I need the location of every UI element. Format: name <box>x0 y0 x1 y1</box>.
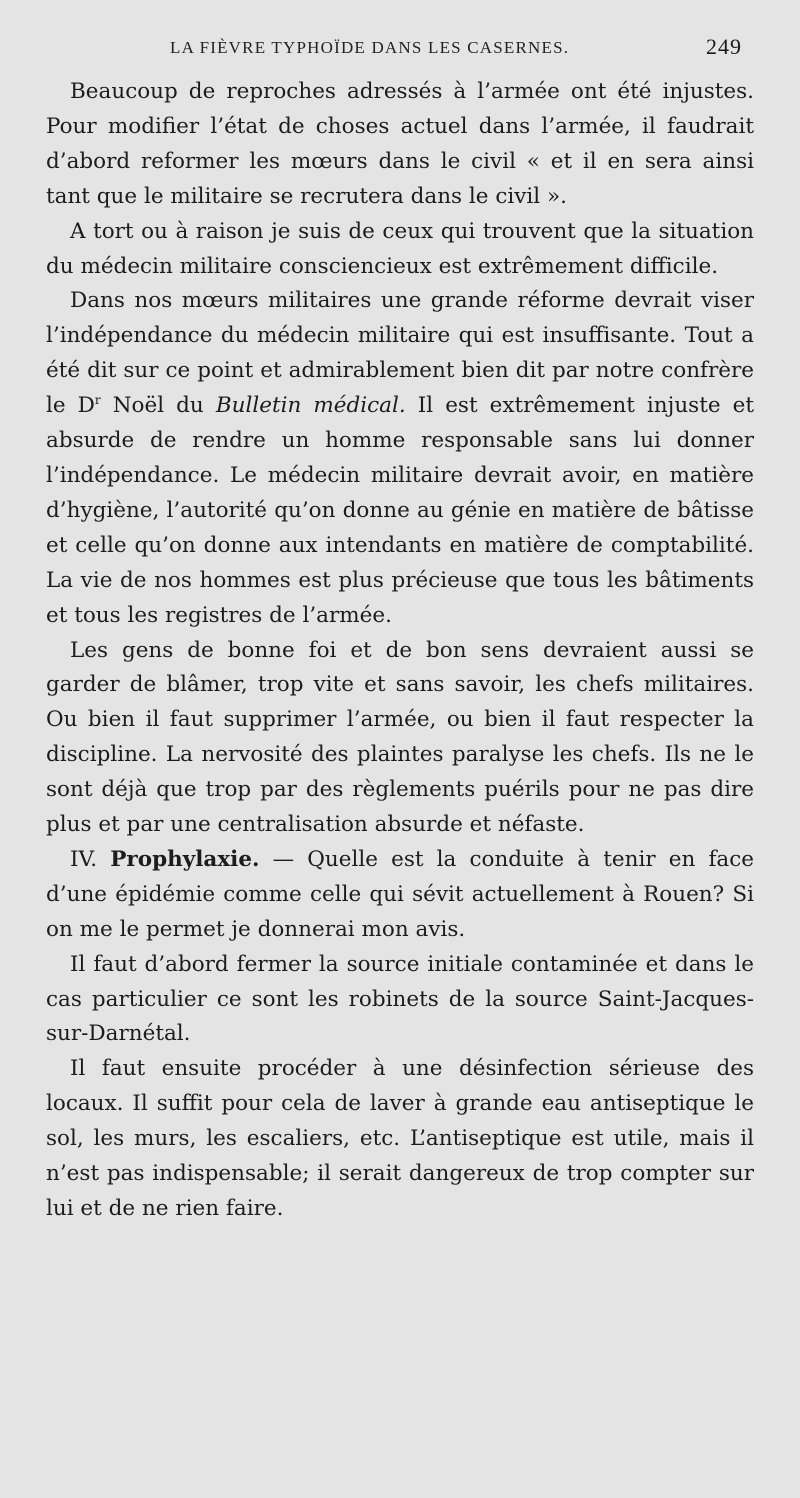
body-text <box>46 75 754 1227</box>
paragraph-3-text-c: Il est extrêmement injuste et absurde de rendre un homme responsable sans lui donner l’indépendance. Le médecin militaire devrait avoir, en matière d’hygiène, l’autorité qu’on donne au génie en matière de bâtisse et celle qu’on donne aux intendants en matière de comptabilité. La vie de nos hommes est plus précieuse que tous les bâtiments et tous les registres de l’armée. <box>46 393 754 628</box>
running-title: LA FIÈVRE TYPHOÏDE DANS LES CASERNES. <box>170 38 570 57</box>
paragraph-3-text-b: Noël du <box>100 393 216 419</box>
paragraph-6-text: Il faut d’abord fermer la source initiale contaminée et dans le cas particulier ce sont les robinets de la source Saint-Jacques-sur-Darnétal. <box>46 951 754 1047</box>
paragraph-4 <box>46 634 754 843</box>
paragraph-5-text: — Quelle est la conduite à tenir en face d’une épidémie comme celle qui sévit actuellement à Rouen? Si on me le permet je donnerai mon avis. <box>46 846 755 942</box>
running-header <box>0 34 800 66</box>
section-number: IV. <box>70 846 111 872</box>
doctor-abbrev-superscript: r <box>94 393 101 408</box>
paragraph-4-text: Les gens de bonne foi et de bon sens devraient aussi se garder de blâmer, trop vite et sans savoir, les chefs militaires. Ou bien il faut supprimer l’armée, ou bien il faut respecter la discipline. La nervosité des plaintes paralyse les chefs. Ils ne le sont déjà que trop par des règlements puérils pour ne pas dire plus et par une centralisation absurde et néfaste. <box>46 637 754 838</box>
paragraph-3 <box>46 284 754 633</box>
paragraph-7-text: Il faut ensuite procéder à une désinfection sérieuse des locaux. Il suffit pour cela de laver à grande eau antiseptique le sol, les murs, les escaliers, etc. L’antiseptique est utile, mais il n’est pas indispensable; il serait dangereux de trop compter sur lui et de ne rien faire. <box>46 1056 754 1221</box>
page-number: 249 <box>706 34 742 59</box>
paragraph-2 <box>46 215 754 285</box>
paragraph-6 <box>46 948 754 1053</box>
paragraph-1 <box>46 75 754 215</box>
paragraph-1-text: Beaucoup de reproches adressés à l’armée ont été injustes. Pour modifier l’état de choses actuel dans l’armée, il faudrait d’abord reformer les mœurs dans le civil « et il en sera ainsi tant que le militaire se recrutera dans le civil ». <box>46 79 754 209</box>
paragraph-2-text: A tort ou à raison je suis de ceux qui trouvent que la situation du médecin militaire consciencieux est extrêmement difficile. <box>46 218 754 279</box>
paragraph-5 <box>46 843 754 948</box>
section-title: Prophylaxie. <box>110 846 260 872</box>
journal-title: Bulletin médical. <box>215 393 406 419</box>
paragraph-7 <box>46 1052 754 1227</box>
paragraph-3-text-a: Dans nos mœurs militaires une grande réforme devrait viser l’indépendance du médecin militaire qui est insuffisante. Tout a été dit sur ce point et admirablement bien dit par notre confrère le D <box>46 288 754 419</box>
